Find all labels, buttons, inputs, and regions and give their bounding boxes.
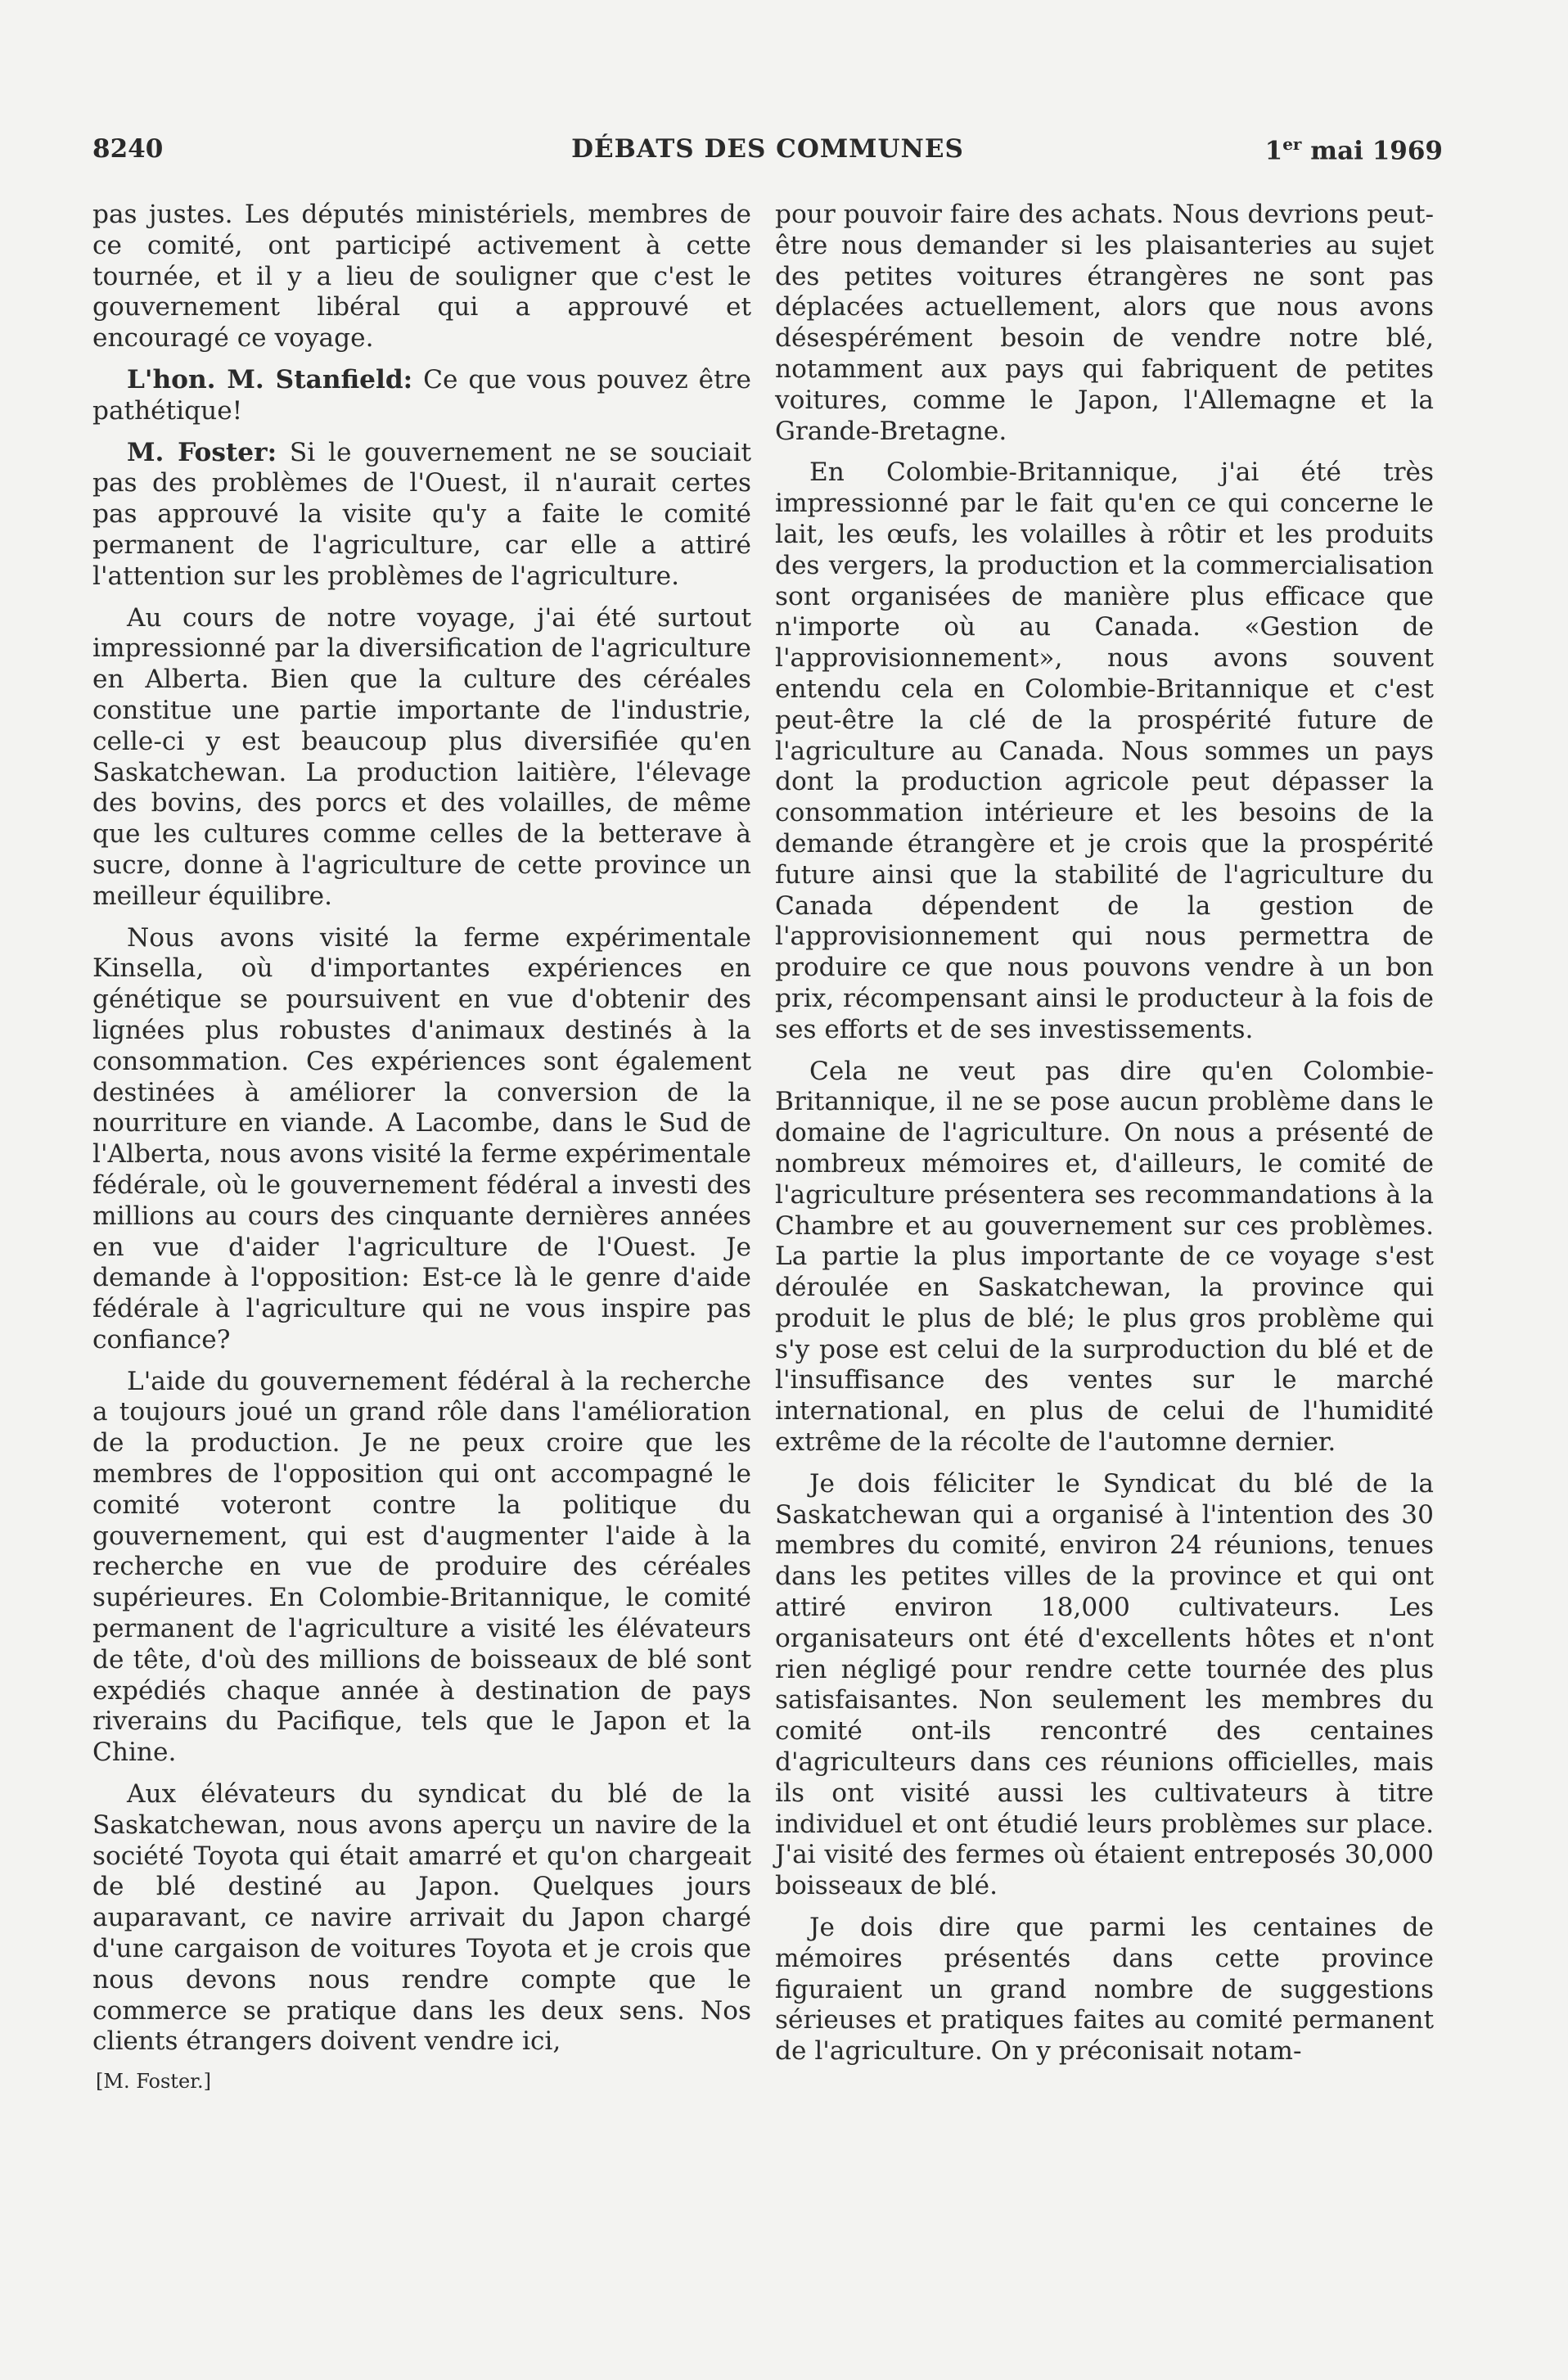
right-column bbox=[775, 200, 1434, 2078]
speaker-name: L'hon. M. Stanfield: bbox=[127, 364, 413, 394]
paragraph: Je dois dire que parmi les centaines de mémoires présentés dans cette province figuraient un grand nombre de suggestions sérieuses et pratiques faites au comité permanent de l'agriculture. On y préconisait notam- bbox=[775, 1913, 1434, 2067]
paragraph: Je dois féliciter le Syndicat du blé de la Saskatchewan qui a organisé à l'intention des 30 membres du comité, environ 24 réunions, tenues dans les petites villes de la province et qui ont attiré environ 18,000 cultivateurs. Les organisateurs ont été d'excellents hôtes et n'ont rien négligé pour rendre cette tournée des plus satisfaisantes. Non seulement les membres du comité ont-ils rencontré des centaines d'agriculteurs dans ces réunions officielles, mais ils ont visité aussi les cultivateurs à titre individuel et ont étudié leurs problèmes sur place. J'ai visité des fermes où étaient entreposés 30,000 boisseaux de blé. bbox=[775, 1468, 1434, 1901]
speaker-name: M. Foster: bbox=[127, 437, 277, 467]
page-title: DÉBATS DES COMMUNES bbox=[571, 134, 964, 164]
speaker-footer-note: [M. Foster.] bbox=[96, 2070, 211, 2094]
paragraph: Nous avons visité la ferme expérimentale Kinsella, où d'importantes expériences en génétique se poursuivent en vue d'obtenir des lignées plus robustes d'animaux destinés à la consommation. Ces expériences sont également destinées à améliorer la conversion de la nourriture en viande. A Lacombe, dans le Sud de l'Alberta, nous avons visité la ferme expérimentale fédérale, où le gouvernement fédéral a investi des millions au cours des cinquante dernières années en vue d'aider l'agriculture de l'Ouest. Je demande à l'opposition: Est-ce là le genre d'aide fédérale à l'agriculture qui ne vous inspire pas confiance? bbox=[92, 922, 751, 1355]
paragraph: L'aide du gouvernement fédéral à la recherche a toujours joué un grand rôle dans l'amélioration de la production. Je ne peux croire que les membres de l'opposition qui ont accompagné le comité voteront contre la politique du gouvernement, qui est d'augmenter l'aide à la recherche en vue de produire des céréales supérieures. En Colombie-Britannique, le comité permanent de l'agriculture a visité les élévateurs de tête, d'où des millions de boisseaux de blé sont expédiés chaque année à destination de pays riverains du Pacifique, tels que le Japon et la Chine. bbox=[92, 1366, 751, 1768]
paragraph: En Colombie-Britannique, j'ai été très impressionné par le fait qu'en ce qui concerne le lait, les œufs, les volailles à rôtir et les produits des vergers, la production et la commercialisation sont organisées de manière plus efficace que n'importe où au Canada. «Gestion de l'approvisionnement», nous avons souvent entendu cela en Colombie-Britannique et c'est peut-être la clé de la prospérité future de l'agriculture au Canada. Nous sommes un pays dont la production agricole peut dépasser la consommation intérieure et les besoins de la demande étrangère et je crois que la prospérité future ainsi que la stabilité de l'agriculture du Canada dépendent de la gestion de l'approvisionnement qui nous permettra de produire ce que nous pouvons vendre à un bon prix, récompensant ainsi le producteur à la fois de ses efforts et de ses investissements. bbox=[775, 458, 1434, 1044]
paragraph: pas justes. Les députés ministériels, membres de ce comité, ont participé activement à cette tournée, et il y a lieu de souligner que c'est le gouvernement libéral qui a approuvé et encouragé ce voyage. bbox=[92, 200, 751, 354]
page-header bbox=[92, 131, 1443, 172]
left-column bbox=[92, 200, 751, 2094]
paragraph: Au cours de notre voyage, j'ai été surtout impressionné par la diversification de l'agriculture en Alberta. Bien que la culture des céréales constitue une partie importante de l'industrie, celle-ci y est beaucoup plus diversifiée qu'en Saskatchewan. La production laitière, l'élevage des bovins, des porcs et des volailles, de même que les cultures comme celles de la betterave à sucre, donne à l'agriculture de cette province un meilleur équilibre. bbox=[92, 602, 751, 911]
date-rest: mai 1969 bbox=[1301, 136, 1443, 166]
paragraph: pour pouvoir faire des achats. Nous devrions peut-être nous demander si les plaisanteries au sujet des petites voitures étrangères ne sont pas déplacées actuellement, alors que nous avons désespérément besoin de vendre notre blé, notamment aux pays qui fabriquent de petites voitures, comme le Japon, l'Allemagne et la Grande-Bretagne. bbox=[775, 200, 1434, 446]
paragraph bbox=[92, 365, 751, 427]
paragraph: Cela ne veut pas dire qu'en Colombie-Britannique, il ne se pose aucun problème dans le domaine de l'agriculture. On nous a présenté de nombreux mémoires et, d'ailleurs, le comité de l'agriculture présentera ses recommandations à la Chambre et au gouvernement sur ces problèmes. La partie la plus importante de ce voyage s'est déroulée en Saskatchewan, la province qui produit le plus de blé; le plus gros problème qui s'y pose est celui de la surproduction du blé et de l'insuffisance des ventes sur le marché international, en plus de celui de l'humidité extrême de la récolte de l'automne dernier. bbox=[775, 1056, 1434, 1458]
speech-text: Si le gouvernement ne se souciait pas des problèmes de l'Ouest, il n'aurait certes pas approuvé la visite qu'y a faite le comité permanent de l'agriculture, car elle a attiré l'attention sur les problèmes de l'agriculture. bbox=[92, 437, 752, 591]
page-number: 8240 bbox=[92, 134, 164, 164]
paragraph bbox=[92, 438, 751, 593]
date-superscript: er bbox=[1282, 134, 1302, 154]
speech-text: Ce que vous pouvez être pathétique! bbox=[92, 364, 752, 426]
paragraph: Aux élévateurs du syndicat du blé de la Saskatchewan, nous avons aperçu un navire de la société Toyota qui était amarré et qu'on chargeait de blé destiné au Japon. Quelques jours auparavant, ce navire arrivait du Japon chargé d'une cargaison de voitures Toyota et je crois que nous devons nous rendre compte que le commerce se pratique dans les deux sens. Nos clients étrangers doivent vendre ici, bbox=[92, 1779, 751, 2057]
date-day: 1 bbox=[1264, 136, 1283, 166]
page-date bbox=[1265, 134, 1443, 165]
